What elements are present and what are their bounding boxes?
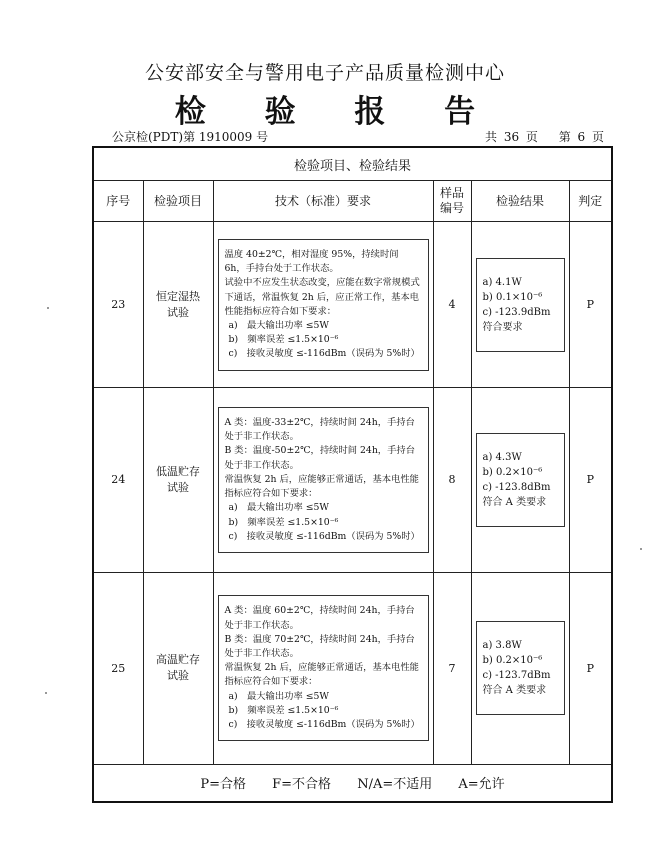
table-row xyxy=(93,572,612,764)
requirement-line: a) 最大输出功率 ≤5W xyxy=(228,319,329,331)
organization-name: 公安部安全与警用电子产品质量检测中心 xyxy=(144,62,505,84)
sample-number: 8 xyxy=(433,388,471,572)
requirements-cell xyxy=(213,572,433,764)
sample-number: 7 xyxy=(433,572,471,764)
results-table xyxy=(92,146,613,803)
verdict: P xyxy=(569,222,612,388)
sample-number: 4 xyxy=(433,222,471,388)
requirement-line: A 类：温度-33±2℃，持续时间 24h，手持台处于非工作状态。 xyxy=(224,417,415,443)
row-number: 24 xyxy=(93,388,143,572)
result-box xyxy=(476,433,565,527)
result-line: 符合 A 类要求 xyxy=(482,685,547,697)
result-line: 符合要求 xyxy=(482,321,523,333)
requirement-line: c) 接收灵敏度 ≤-116dBm（误码为 5%时） xyxy=(228,718,420,730)
result-cell xyxy=(471,388,569,572)
scan-speck xyxy=(640,548,642,550)
column-header: 检验结果 xyxy=(471,181,569,222)
requirement-line: 常温恢复 2h 后，应能够正常通话，基本电性能指标应符合如下要求： xyxy=(224,662,419,688)
requirement-line: c) 接收灵敏度 ≤-116dBm（误码为 5%时） xyxy=(228,348,420,360)
result-box xyxy=(476,621,565,715)
legend-item: P=合格 xyxy=(200,777,246,793)
result-line: c) -123.8dBm xyxy=(482,481,551,493)
requirement-line: c) 接收灵敏度 ≤-116dBm（误码为 5%时） xyxy=(228,530,420,542)
result-cell xyxy=(471,572,569,764)
column-header: 样品 编号 xyxy=(433,181,471,222)
result-line: 符合 A 类要求 xyxy=(482,496,547,508)
column-header: 判定 xyxy=(569,181,612,222)
column-header: 技术（标准）要求 xyxy=(213,181,433,222)
requirement-line: 试验中不应发生状态改变，应能在数字常规模式下通话，常温恢复 2h 后，应正常工作，基本电性能指标应符合如下要求： xyxy=(224,277,420,317)
requirement-line: b) 频率误差 ≤1.5×10⁻⁶ xyxy=(228,516,339,528)
table-row xyxy=(93,222,612,388)
result-line: a) 4.3W xyxy=(482,451,522,463)
requirement-line: B 类：温度 70±2℃，持续时间 24h，手持台处于非工作状态。 xyxy=(224,633,415,659)
requirement-line: 温度 40±2℃，相对湿度 95%，持续时间 6h，手持台处于工作状态。 xyxy=(224,248,399,275)
column-header: 检验项目 xyxy=(143,181,213,222)
test-item: 低温贮存 试验 xyxy=(143,388,213,572)
requirement-line: A 类：温度 60±2℃，持续时间 24h，手持台处于非工作状态。 xyxy=(224,605,415,631)
test-item: 恒定湿热 试验 xyxy=(143,222,213,388)
report-number: 公京检(PDT)第 1910009 号 xyxy=(112,130,269,144)
row-number: 23 xyxy=(93,222,143,388)
page-number: 第 6 页 xyxy=(558,130,604,144)
page-info xyxy=(471,128,604,145)
requirement-line: B 类：温度-50±2℃，持续时间 24h，手持台处于非工作状态。 xyxy=(224,445,415,471)
table-row xyxy=(93,388,612,572)
report-title: 检 验 报 告 xyxy=(174,94,500,130)
legend xyxy=(93,764,612,802)
requirements-box xyxy=(218,239,429,371)
table-header xyxy=(93,181,612,222)
result-line: b) 0.2×10⁻⁶ xyxy=(482,466,543,478)
requirement-line: 常温恢复 2h 后，应能够正常通话，基本电性能指标应符合如下要求： xyxy=(224,473,419,500)
scan-speck xyxy=(47,307,49,309)
result-box xyxy=(476,258,565,352)
report-meta xyxy=(104,128,604,146)
section-title: 检验项目、检验结果 xyxy=(93,147,612,181)
test-item: 高温贮存 试验 xyxy=(143,572,213,764)
row-number: 25 xyxy=(93,572,143,764)
requirements-cell xyxy=(213,388,433,572)
requirements-box xyxy=(218,595,429,741)
column-header: 序号 xyxy=(93,181,143,222)
legend-item: N/A=不适用 xyxy=(357,777,433,793)
result-line: c) -123.9dBm xyxy=(482,306,551,318)
result-line: a) 3.8W xyxy=(482,640,522,652)
requirement-line: b) 频率误差 ≤1.5×10⁻⁶ xyxy=(228,704,339,716)
requirement-line: a) 最大输出功率 ≤5W xyxy=(228,502,329,514)
scan-speck xyxy=(45,692,47,694)
requirements-cell xyxy=(213,222,433,388)
legend-item: F=不合格 xyxy=(272,777,332,793)
result-line: c) -123.7dBm xyxy=(482,670,551,682)
requirement-line: b) 频率误差 ≤1.5×10⁻⁶ xyxy=(228,334,339,346)
verdict: P xyxy=(569,388,612,572)
result-line: b) 0.2×10⁻⁶ xyxy=(482,655,543,667)
total-pages: 共 36 页 xyxy=(485,130,538,144)
result-line: b) 0.1×10⁻⁶ xyxy=(482,291,543,303)
verdict: P xyxy=(569,572,612,764)
legend-item: A=允许 xyxy=(458,777,505,793)
requirement-line: a) 最大输出功率 ≤5W xyxy=(228,690,329,702)
result-line: a) 4.1W xyxy=(482,276,522,288)
result-cell xyxy=(471,222,569,388)
requirements-box xyxy=(218,407,429,553)
